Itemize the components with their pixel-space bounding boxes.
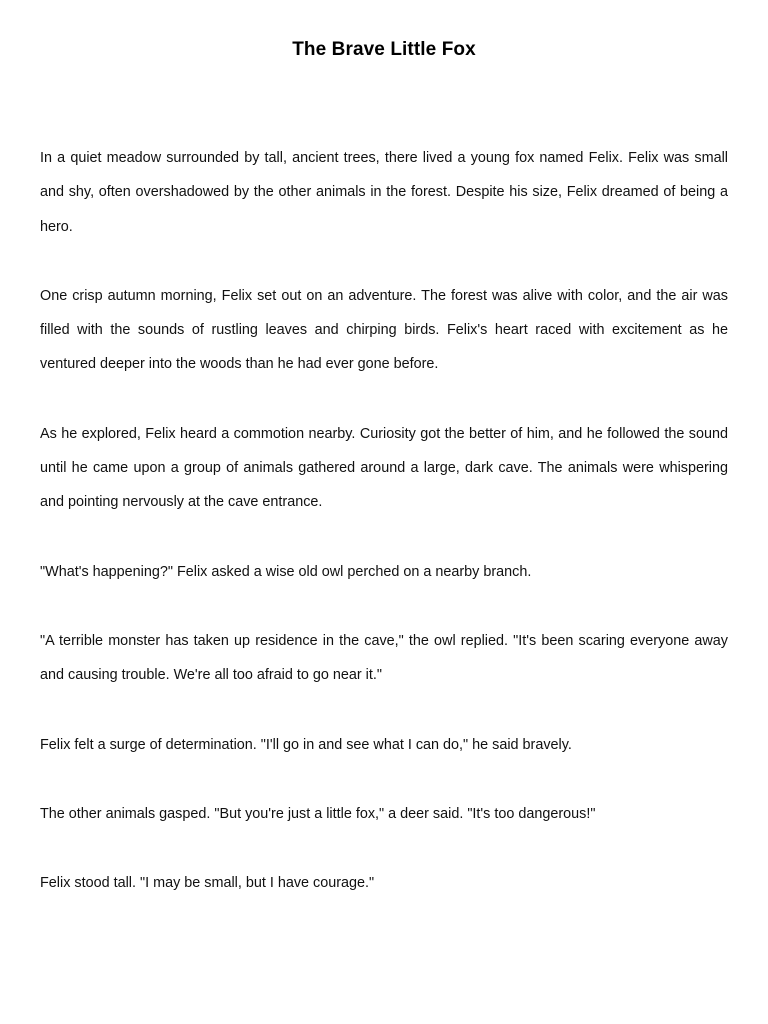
paragraph-2: One crisp autumn morning, Felix set out on an adventure. The forest was alive with color, and the air was filled with the sounds of rustling leaves and chirping birds. Felix's heart raced with excitement as he ventured deeper into the woods than he had ever gone before. xyxy=(40,287,728,373)
paragraph-6: Felix felt a surge of determination. "I'll go in and see what I can do," he said bravely. xyxy=(40,736,572,753)
paragraph-5: "A terrible monster has taken up residence in the cave," the owl replied. "It's been scaring everyone away and causing trouble. We're all too afraid to go near it." xyxy=(40,632,728,684)
page-title: The Brave Little Fox xyxy=(292,39,476,60)
paragraph-1: In a quiet meadow surrounded by tall, ancient trees, there lived a young fox named Felix. Felix was small and shy, often overshadowed by the other animals in the forest. Despite his size, Felix dreamed of being a hero. xyxy=(40,150,728,235)
paragraph-7: The other animals gasped. "But you're just a little fox," a deer said. "It's too dangerous!" xyxy=(40,805,596,822)
paragraph-4: "What's happening?" Felix asked a wise old owl perched on a nearby branch. xyxy=(40,563,532,580)
paragraph-3: As he explored, Felix heard a commotion nearby. Curiosity got the better of him, and he followed the sound until he came upon a group of animals gathered around a large, dark cave. The animals were whispering and pointing nervously at the cave entrance. xyxy=(40,425,728,511)
story-body xyxy=(40,141,728,900)
paragraph-8: Felix stood tall. "I may be small, but I have courage." xyxy=(40,875,375,892)
